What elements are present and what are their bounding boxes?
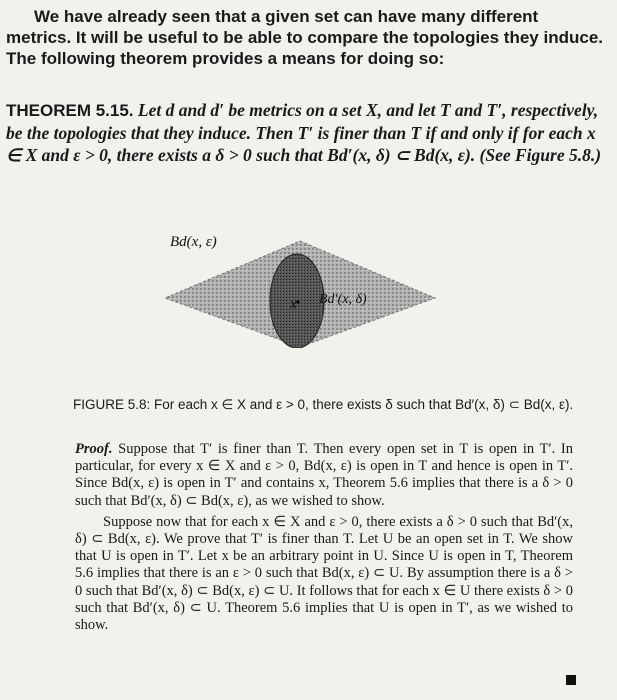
intro-paragraph: We have already seen that a given set can have many different metrics. It will be useful to be able to compare the topologies they induce. The following theorem provides a means for doing so: [6, 7, 603, 68]
theorem-text: Let d and d′ be metrics on a set X, and let T and T′, respectively, be the topologies that they induce. Then T′ is finer than T if and only if for each x ∈ X and ε > 0, there exists a δ > 0 such that Bd′(x, δ) ⊂ Bd(x, ε). (See Figure 5.8.) [6, 100, 602, 165]
proof-block [75, 441, 573, 634]
figure-caption: FIGURE 5.8: For each x ∈ X and ε > 0, there exists δ such that Bd′(x, δ) ⊂ Bd(x, ε). [73, 397, 574, 412]
point-x-label: x [290, 296, 297, 312]
proof-paragraph-1 [75, 441, 573, 510]
proof-paragraph-1-text: Suppose that T′ is finer than T. Then every open set in T is open in T′. In particular, for every x ∈ X and ε > 0, Bd(x, ε) is open in T and hence is open in T′. Since Bd(x, ε) is open in T′ and contains x, Theorem 5.6 implies that there is a δ > 0 such that Bd′(x, δ) ⊂ Bd(x, ε), as we wished to show. [75, 441, 574, 509]
point-x-dot [296, 300, 299, 303]
inner-ball-label: Bd′(x, δ) [319, 292, 367, 307]
figure-diagram [160, 228, 450, 348]
figure-5-8 [160, 228, 450, 348]
proof-paragraph-2: Suppose now that for each x ∈ X and ε > 0, there exists a δ > 0 such that Bd′(x, δ) ⊂ Bd(x, ε). We prove that T′ is finer than T. Let U be an open set in T. We show that U is open in T′. Let x be an arbitrary point in U. Since U is open in T, Theorem 5.6 implies that there is an ε > 0 such that Bd(x, ε) ⊂ U. By assumption there is a δ > 0 such that Bd′(x, δ) ⊂ Bd(x, ε) ⊂ U. It follows that for each x ∈ U there exists δ > 0 such that Bd′(x, δ) ⊂ U. Theorem 5.6 implies that U is open in T′, as we wished to show. [75, 513, 573, 634]
proof-label: Proof. [75, 441, 113, 457]
qed-square [566, 675, 576, 685]
theorem-label: THEOREM 5.15. [6, 101, 134, 120]
outer-ball-label: Bd(x, ε) [170, 234, 217, 250]
theorem-block [6, 99, 610, 166]
